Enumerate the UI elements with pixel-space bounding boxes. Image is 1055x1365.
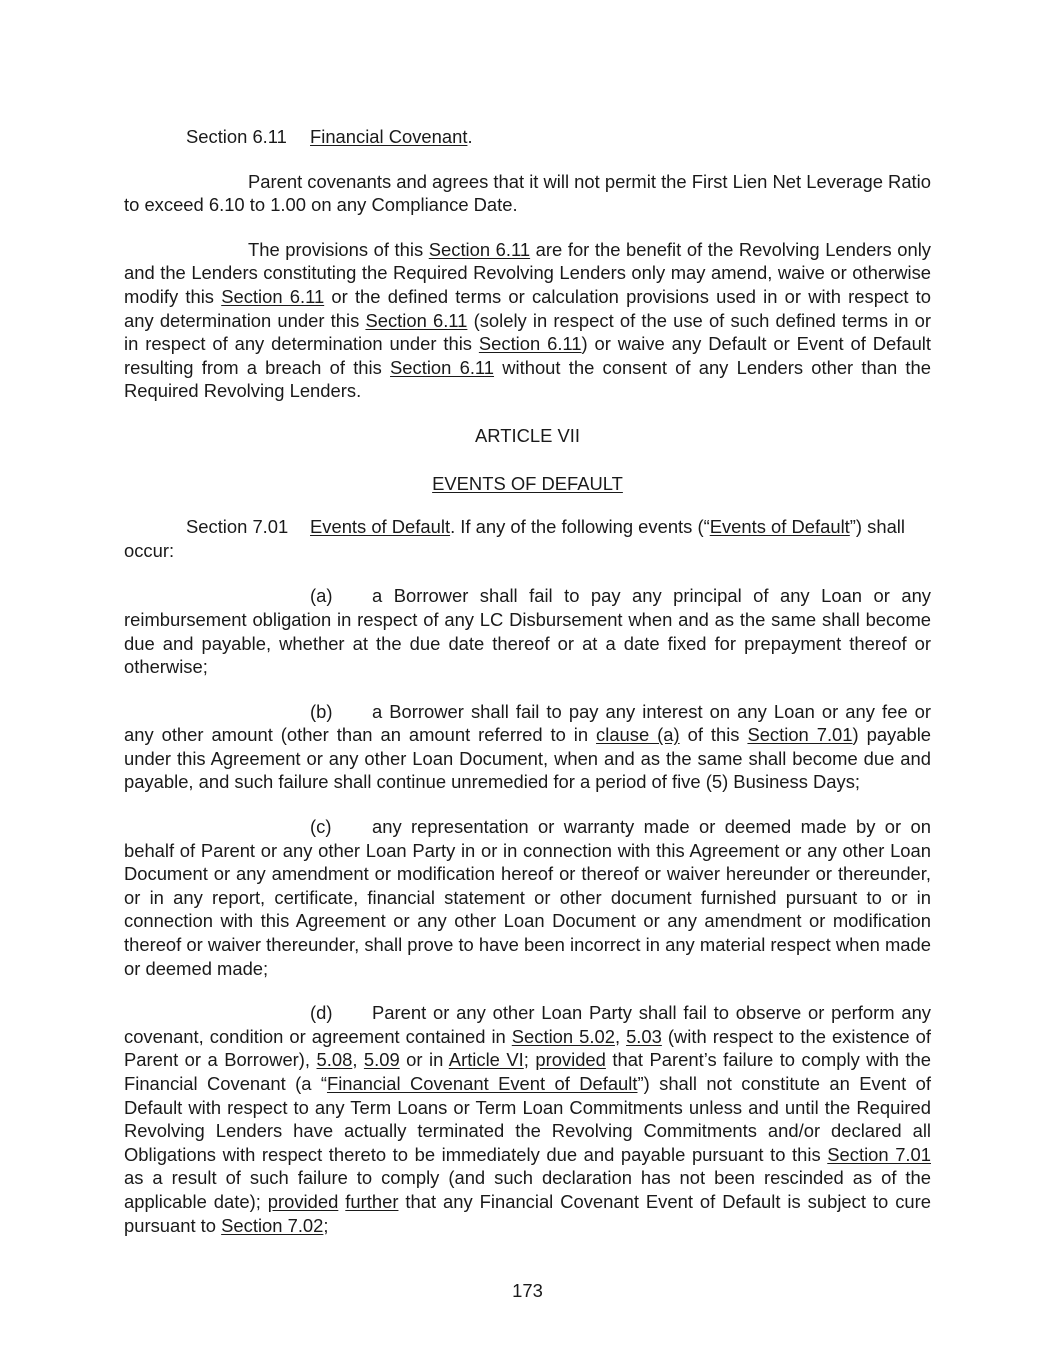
section-ref: 5.09 [363,1049,400,1071]
clause-c: (c) any representation or warranty made or deemed made by or on behalf of Parent or any other Loan Party in or in connection with this Agreement or any other Loan Document or any amendment or modification hereof or thereof or waiver hereunder or thereunder, or in any report, certificate, financial statement or other document furnished pursuant to or in connection with this Agreement or any other Loan Document or any amendment or modification thereof or waiver thereunder, shall prove to have been incorrect in any material respect when made or deemed made; [124,816,931,979]
section-title: Events of Default [310,516,451,538]
clause-d: (d) Parent or any other Loan Party shall fail to observe or perform any covenant, condition or agreement contained in Section 5.02, 5.03 (with respect to the existence of Parent or a Borrower), 5.08, 5.09 or in Article VI; provided that Parent’s failure to comply with the Financial Covenant (a “Financial Covenant Event of Default”) shall not constitute an Event of Default with respect to any Term Loans or Term Loan Commitments unless and until the Required Revolving Lenders have actually terminated the Revolving Commitments and/or declared all Obligations with respect thereto to be immediately due and payable pursuant to this Section 7.01 as a result of such failure to comply (and such declaration has not been rescinded as of the applicable date); provided further that any Financial Covenant Event of Default is subject to cure pursuant to Section 7.02; [124,1002,931,1236]
clause-label: (d) [310,1002,333,1024]
clause-b: (b) a Borrower shall fail to pay any interest on any Loan or any fee or any other amount (other than an amount referred to in clause (a) of this Section 7.01) payable under this Agreement or any other Loan Document, when and as the same shall become due and payable, and such failure shall continue unremedied for a period of five (5) Business Days; [124,700,932,793]
document-page [124,120,931,1237]
provided-term: provided [535,1049,606,1071]
section-ref: Section 6.11 [428,238,531,260]
section-ref: Section 6.11 [221,285,325,307]
page-number: 173 [512,1280,543,1301]
clause-label: (c) [310,816,332,838]
clause-a: (a) a Borrower shall fail to pay any principal of any Loan or any reimbursement obligation in respect of any LC Disbursement when and as the same shall become due and payable, whether at the due date thereof or at a date fixed for prepayment thereof or otherwise; [124,585,931,678]
section-7-01-continuation: occur: [124,539,175,561]
section-number: Section 7.01 [186,516,289,538]
section-ref: 5.08 [316,1049,353,1071]
section-6-11-heading: Section 6.11 Financial Covenant. [186,126,473,147]
section-6-11-paragraph-2: The provisions of this Section 6.11 are for the benefit of the Revolving Lenders only and the Lenders constituting the Required Revolving Lenders only may amend, waive or otherwise modify this Section 6.11 or the defined terms or calculation provisions used in or with respect to any determination under this Section 6.11 (solely in respect of the use of such defined terms in or in respect of any determination under this Section 6.11) or waive any Default or Event of Default resulting from a breach of this Section 6.11 without the consent of any Lenders other than the Required Revolving Lenders. [124,238,931,402]
section-ref: Section 6.11 [365,309,468,331]
section-ref: 5.03 [626,1025,662,1047]
section-ref: Section 7.01 [747,724,853,746]
section-ref: Section 6.11 [390,356,495,378]
article-title: EVENTS OF DEFAULT [432,472,623,494]
clause-label: (a) [310,585,333,607]
section-title: Financial Covenant [310,126,468,147]
section-7-01-heading: Section 7.01 Events of Default. If any of the following events (“Events of Default”) shall [186,516,905,538]
defined-term: Financial Covenant Event of Default [326,1073,638,1094]
clause-label: (b) [310,700,333,722]
section-ref: Section 7.02 [221,1214,324,1236]
further-term: further [345,1190,399,1212]
article-ref: Article VI [448,1049,524,1071]
section-ref: Section 6.11 [478,333,582,355]
clause-ref: clause (a) [596,724,680,746]
section-ref: Section 5.02 [511,1025,615,1047]
section-number: Section 6.11 [186,126,287,147]
provided-term: provided [267,1190,339,1212]
section-6-11-paragraph-1: Parent covenants and agrees that it will not permit the First Lien Net Leverage Ratio to exceed 6.10 to 1.00 on any Compliance Date. [124,170,931,216]
defined-term: Events of Default [709,516,850,538]
article-heading: ARTICLE VII [475,424,580,446]
section-ref: Section 7.01 [827,1143,931,1165]
